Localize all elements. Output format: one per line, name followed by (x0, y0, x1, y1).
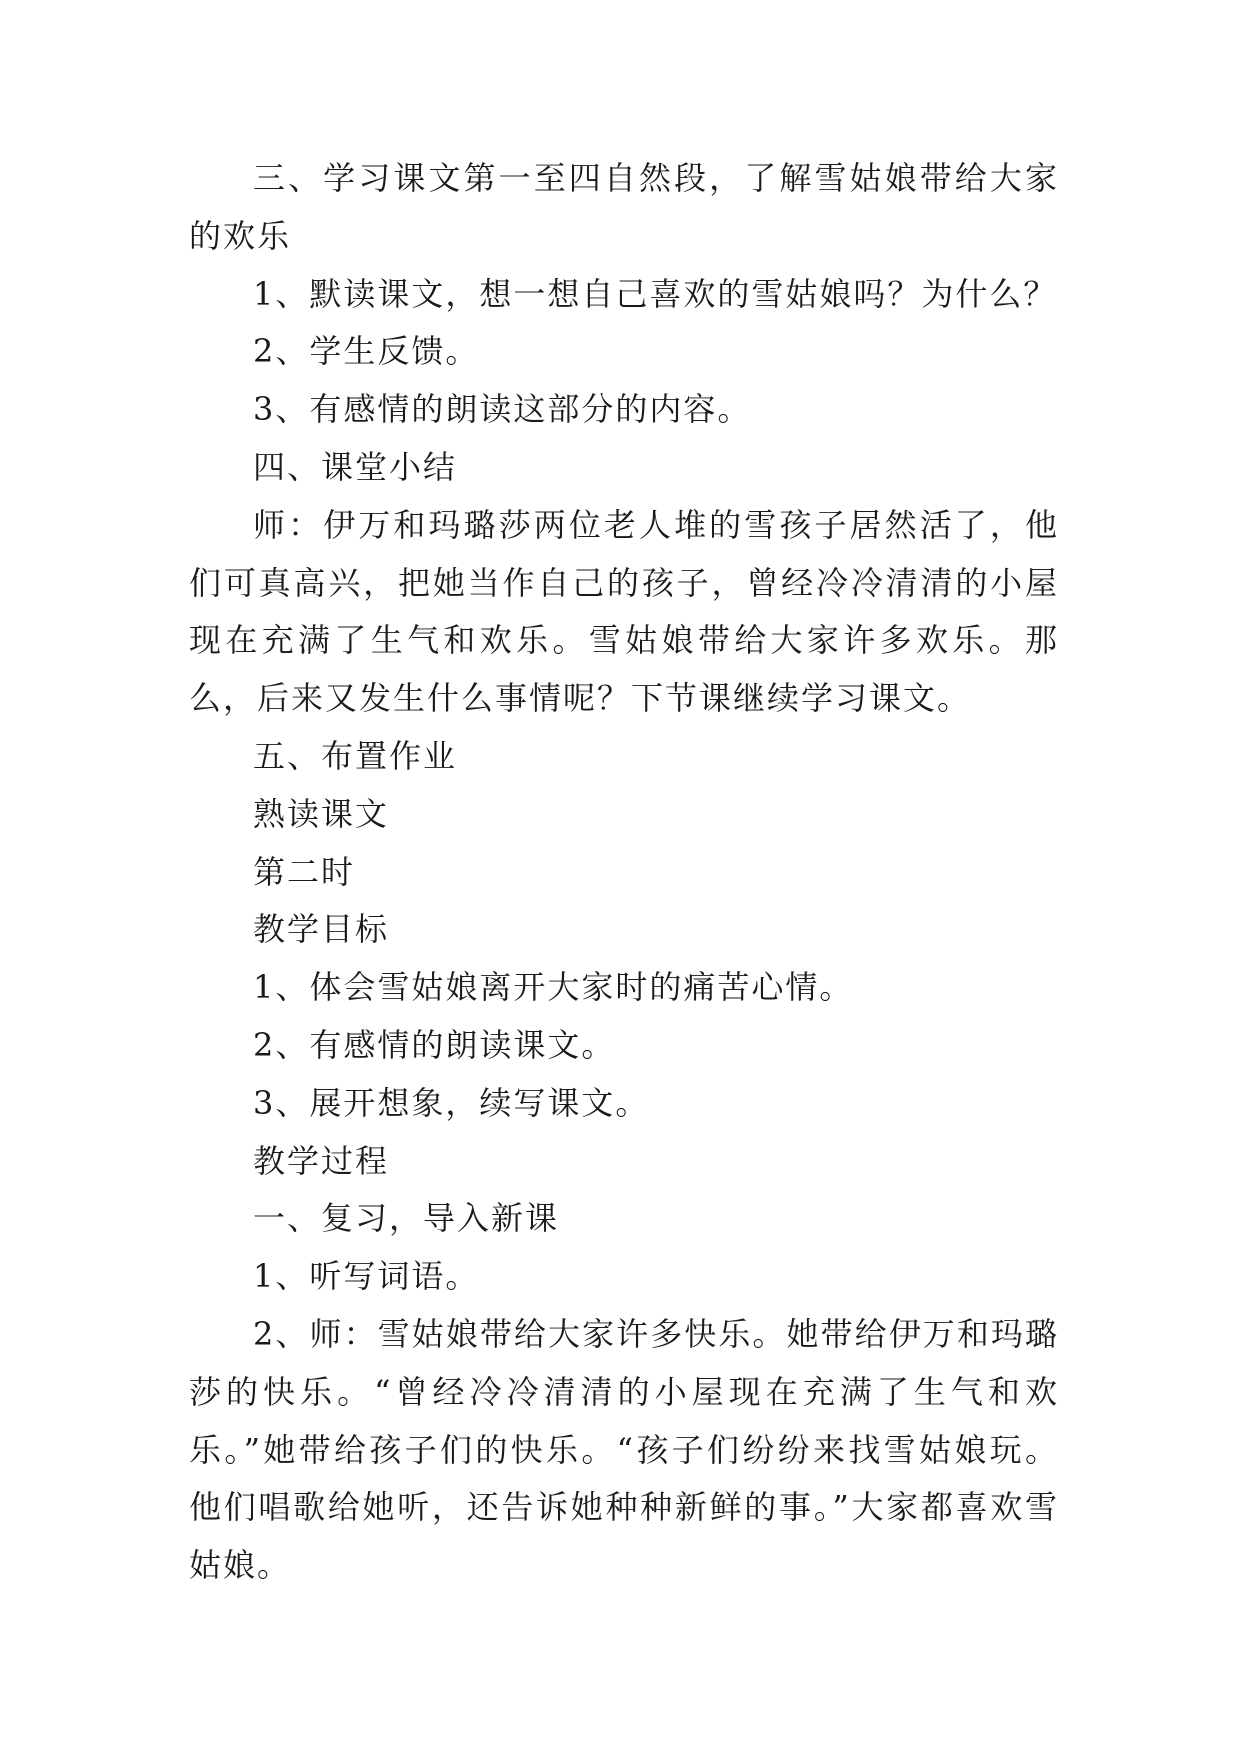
list-item: 1、听写词语。 (253, 1257, 480, 1296)
list-item: 1、默读课文，想一想自己喜欢的雪姑娘吗？为什么？ (253, 274, 1058, 313)
section-heading-5: 五、布置作业 (253, 736, 458, 775)
document-page (189, 150, 1059, 1595)
list-item: 2、学生反馈。 (253, 332, 480, 371)
body-paragraph: 师：伊万和玛璐莎两位老人堆的雪孩子居然活了，他们可真高兴，把她当作自己的孩子，曾经冷冷清清的小屋现在充满了生气和欢乐。雪姑娘带给大家许多欢乐。那么，后来又发生什么事情呢？下节课继续学习课文。 (189, 505, 1059, 718)
list-item: 3、有感情的朗读这部分的内容。 (253, 390, 752, 429)
list-item: 熟读课文 (253, 794, 390, 833)
lesson-heading: 第二时 (253, 852, 356, 891)
list-item: 1、体会雪姑娘离开大家时的痛苦心情。 (253, 968, 854, 1007)
subheading-goals: 教学目标 (253, 910, 390, 949)
list-item: 3、展开想象，续写课文。 (253, 1083, 650, 1122)
section-heading-3: 三、学习课文第一至四自然段，了解雪姑娘带给大家的欢乐 (189, 159, 1059, 255)
list-item: 2、有感情的朗读课文。 (253, 1025, 616, 1064)
section-heading-1: 一、复习，导入新课 (253, 1199, 560, 1238)
body-paragraph: 2、师：雪姑娘带给大家许多快乐。她带给伊万和玛璐莎的快乐。“曾经冷冷清清的小屋现在充满了生气和欢乐。”她带给孩子们的快乐。“孩子们纷纷来找雪姑娘玩。他们唱歌给她听，还告诉她种种新鲜的事。”大家都喜欢雪姑娘。 (189, 1314, 1059, 1585)
section-heading-4: 四、课堂小结 (253, 447, 458, 486)
subheading-process: 教学过程 (253, 1141, 390, 1180)
